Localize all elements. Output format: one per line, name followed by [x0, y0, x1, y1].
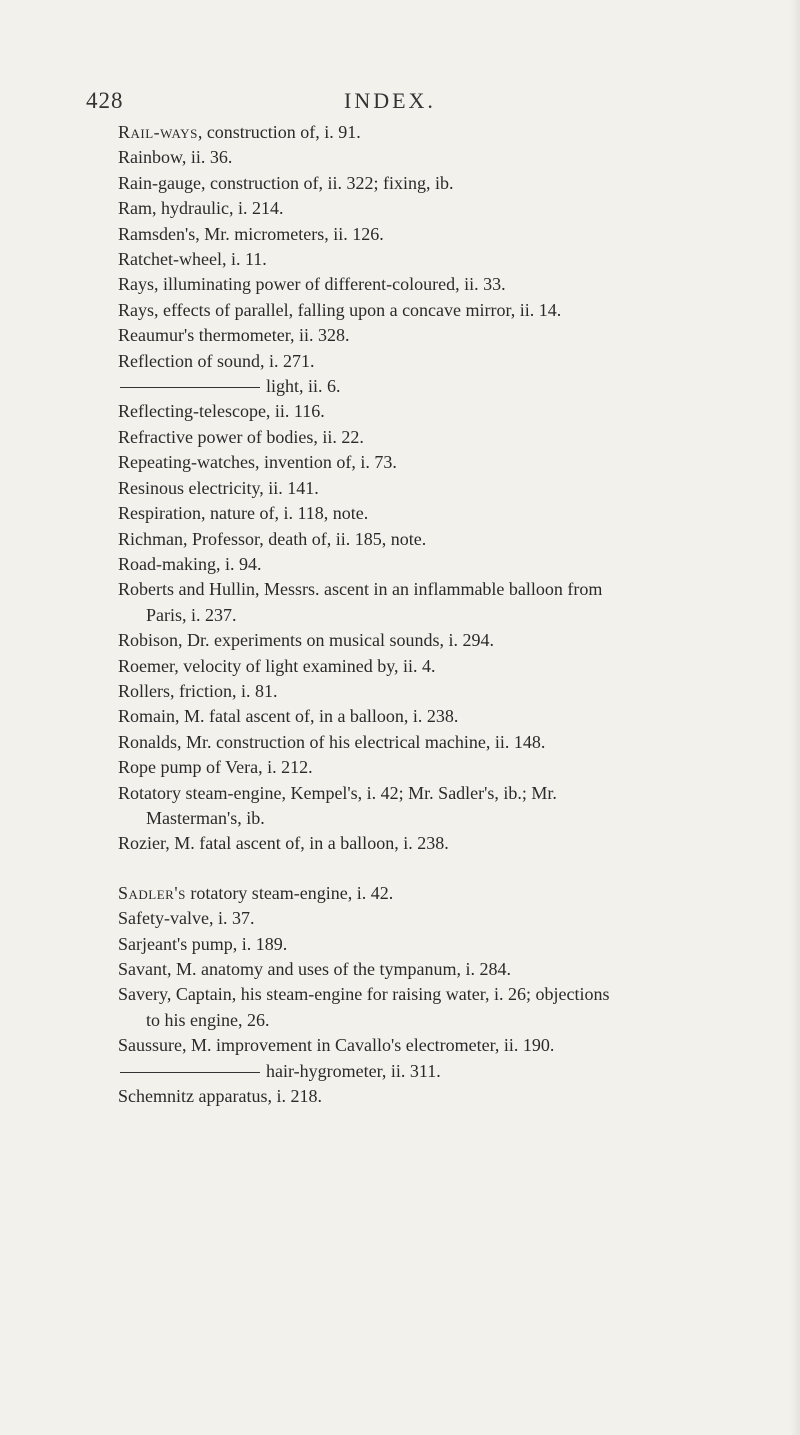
- index-entry: Rainbow, ii. 36.: [118, 147, 233, 168]
- page-number: 428: [86, 88, 124, 113]
- index-entry-ditto: [118, 374, 678, 399]
- index-entry: Ratchet-wheel, i. 11.: [118, 249, 267, 270]
- entry-text: rotatory steam-engine, i. 42.: [185, 882, 394, 903]
- index-entry: Richman, Professor, death of, ii. 185, note.: [118, 528, 427, 549]
- index-entry: Repeating-watches, invention of, i. 73.: [118, 452, 397, 473]
- index-entry: Saussure, M. improvement in Cavallo's electrometer, ii. 190.: [118, 1035, 555, 1056]
- index-entry: Roemer, velocity of light examined by, ii. 4.: [118, 655, 436, 676]
- index-entry: Refractive power of bodies, ii. 22.: [118, 426, 364, 447]
- page-header: [86, 88, 646, 122]
- index-entries: [118, 120, 678, 1109]
- index-entry: Ram, hydraulic, i. 214.: [118, 198, 284, 219]
- entry-text: , construction of, i. 91.: [197, 122, 361, 142]
- index-entry: Savant, M. anatomy and uses of the tympanum, i. 284.: [118, 959, 511, 979]
- index-entry: Safety-valve, i. 37.: [118, 908, 255, 929]
- index-entry-ditto: [118, 1059, 678, 1084]
- index-entry: Romain, M. fatal ascent of, in a balloon, i. 238.: [118, 706, 459, 727]
- index-entry: Resinous electricity, ii. 141.: [118, 477, 319, 498]
- ditto-dash: [120, 1072, 260, 1073]
- index-entry: Rotatory steam-engine, Kempel's, i. 42; Mr. Sadler's, ib.; Mr.: [118, 782, 557, 803]
- index-entry: Ramsden's, Mr. micrometers, ii. 126.: [118, 223, 384, 244]
- ditto-dash: [120, 387, 260, 388]
- index-entry: Rollers, friction, i. 81.: [118, 680, 278, 701]
- index-entry: Rays, illuminating power of different-coloured, ii. 33.: [118, 274, 506, 295]
- entry-lead-small-caps: Sadler's: [118, 882, 186, 903]
- index-entry: [118, 120, 678, 145]
- index-entry: Savery, Captain, his steam-engine for raising water, i. 26; objections: [118, 984, 610, 1005]
- index-entry: Roberts and Hullin, Messrs. ascent in an inflammable balloon from: [118, 579, 603, 600]
- index-entry: Reflection of sound, i. 271.: [118, 350, 315, 371]
- index-entry: Rays, effects of parallel, falling upon a concave mirror, ii. 14.: [118, 299, 562, 320]
- index-entry-continuation: Paris, i. 237.: [146, 604, 237, 625]
- index-entry: Ronalds, Mr. construction of his electrical machine, ii. 148.: [118, 731, 546, 752]
- index-entry: Robison, Dr. experiments on musical sounds, i. 294.: [118, 630, 494, 651]
- page-edge-shadow: [790, 0, 800, 1435]
- running-title: INDEX.: [344, 88, 436, 113]
- index-entry: Schemnitz apparatus, i. 218.: [118, 1086, 322, 1107]
- entry-text: hair-hygrometer, ii. 311.: [266, 1060, 441, 1081]
- index-entry: Reflecting-telescope, ii. 116.: [118, 401, 325, 422]
- index-entry-continuation: Masterman's, ib.: [146, 807, 265, 828]
- index-entry: [118, 881, 678, 906]
- index-entry: Rozier, M. fatal ascent of, in a balloon, i. 238.: [118, 833, 449, 854]
- entry-lead-small-caps: Rail-ways: [118, 122, 198, 142]
- index-entry: Road-making, i. 94.: [118, 553, 262, 574]
- index-entry: Rope pump of Vera, i. 212.: [118, 757, 313, 778]
- entry-text: light, ii. 6.: [266, 376, 341, 397]
- index-entry: Rain-gauge, construction of, ii. 322; fixing, ib.: [118, 172, 454, 193]
- index-entry: Reaumur's thermometer, ii. 328.: [118, 325, 350, 346]
- index-entry: Sarjeant's pump, i. 189.: [118, 933, 288, 954]
- index-entry-continuation: to his engine, 26.: [146, 1009, 270, 1030]
- index-entry: Respiration, nature of, i. 118, note.: [118, 503, 369, 524]
